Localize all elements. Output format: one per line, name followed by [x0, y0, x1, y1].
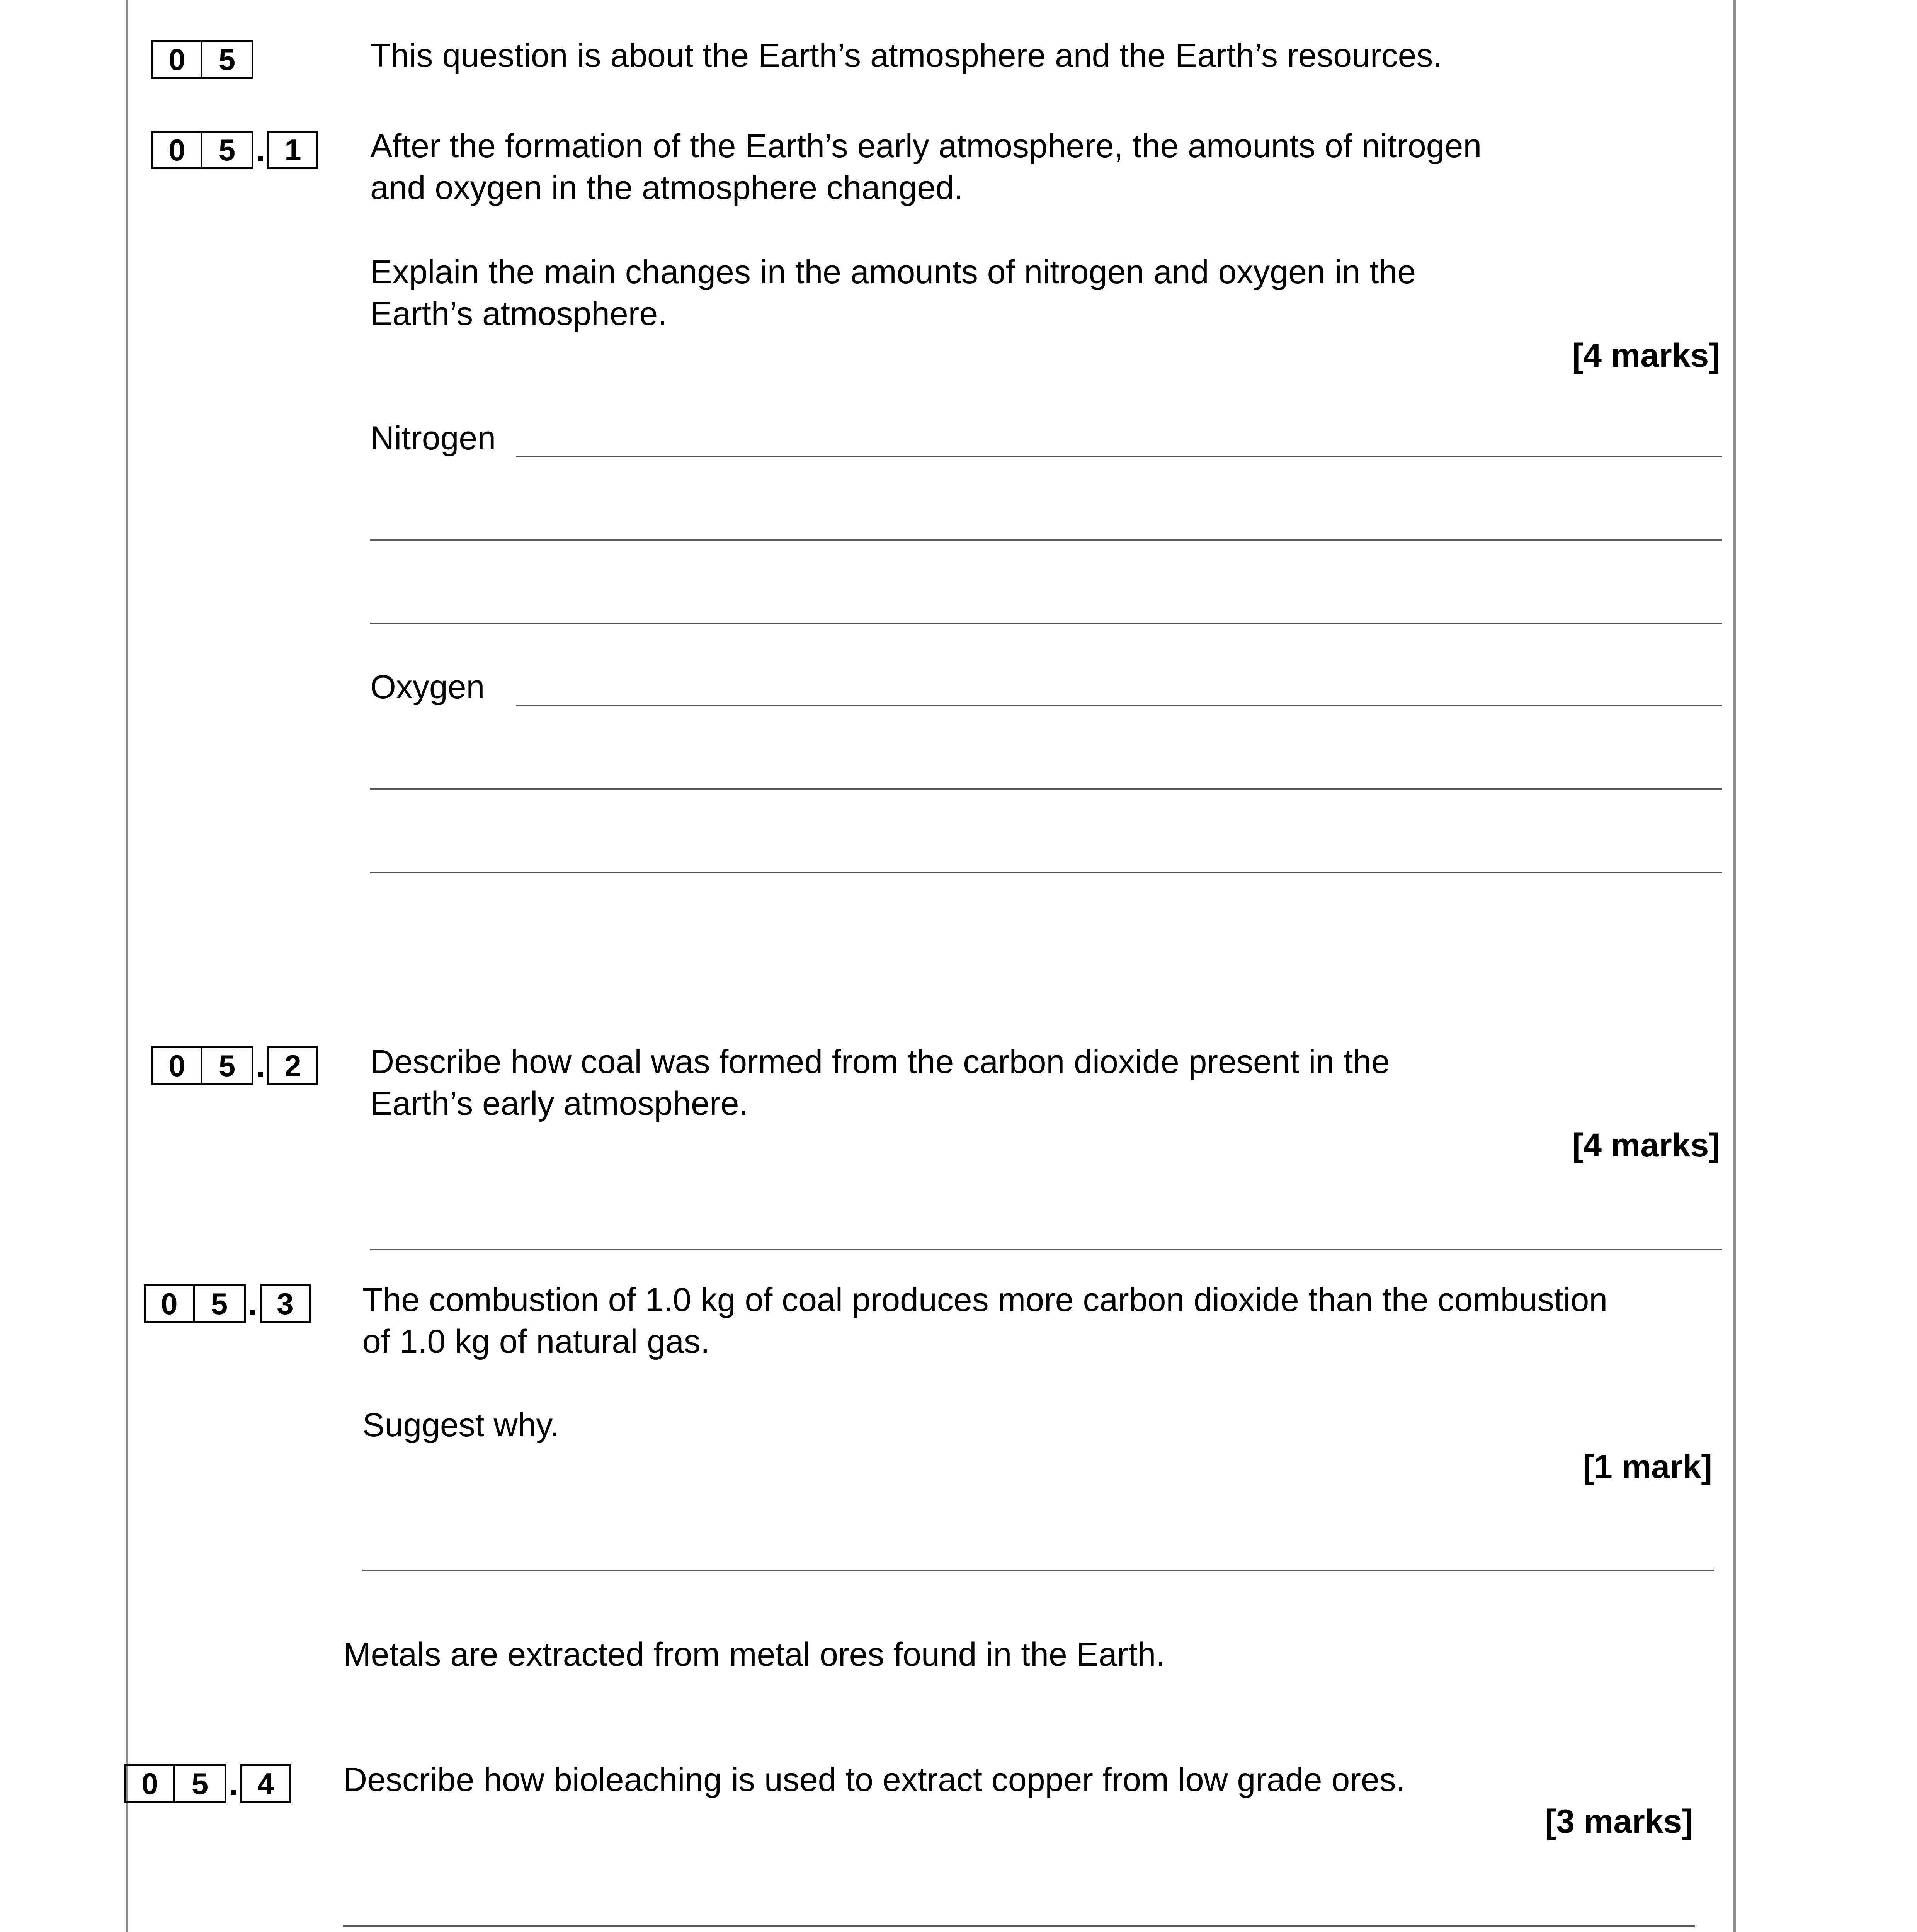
qnum-digit: 5	[202, 40, 253, 79]
qnum-dot: .	[248, 1285, 257, 1322]
qnum-digit: 3	[260, 1284, 311, 1323]
qnum-dot: .	[256, 131, 265, 168]
q05-intro: This question is about the Earth’s atmosphere and the Earth’s resources.	[370, 37, 1442, 74]
qnum-digit: 0	[124, 1764, 175, 1803]
answer-line[interactable]	[370, 1249, 1722, 1250]
q051-text2: and oxygen in the atmosphere changed.	[370, 169, 963, 206]
answer-line[interactable]	[516, 705, 1722, 706]
qnum-digit: 0	[151, 1046, 202, 1085]
q053-text1: The combustion of 1.0 kg of coal produces more carbon dioxide than the combustion	[362, 1281, 1608, 1318]
left-margin-line	[126, 0, 128, 1932]
qnum-digit: 5	[202, 131, 253, 169]
question-number-05-3	[144, 1281, 311, 1323]
q053-marks: [1 mark]	[1583, 1448, 1712, 1485]
qnum-dot: .	[229, 1765, 238, 1802]
qnum-digit: 1	[267, 131, 318, 169]
q052-text2: Earth’s early atmosphere.	[370, 1085, 748, 1122]
qnum-dot: .	[256, 1047, 265, 1084]
q052-text1: Describe how coal was formed from the carbon dioxide present in the	[370, 1043, 1390, 1080]
qnum-digit: 5	[175, 1764, 226, 1803]
question-number-05	[151, 37, 253, 79]
qnum-digit: 0	[151, 131, 202, 169]
answer-line[interactable]	[370, 539, 1722, 541]
qnum-digit: 2	[267, 1046, 318, 1085]
q051-text1: After the formation of the Earth’s early atmosphere, the amounts of nitrogen	[370, 128, 1482, 165]
nitrogen-label: Nitrogen	[370, 420, 496, 457]
question-number-05-2	[151, 1043, 318, 1085]
right-margin-line	[1733, 0, 1736, 1932]
q051-text3: Explain the main changes in the amounts of nitrogen and oxygen in the	[370, 253, 1416, 291]
answer-line[interactable]	[370, 623, 1722, 624]
qnum-digit: 0	[144, 1284, 195, 1323]
q054-text1: Describe how bioleaching is used to extract copper from low grade ores.	[343, 1761, 1405, 1798]
qnum-digit: 4	[240, 1764, 291, 1803]
answer-line[interactable]	[370, 788, 1722, 790]
answer-line[interactable]	[370, 872, 1722, 873]
answer-line[interactable]	[516, 456, 1722, 457]
q054-marks: [3 marks]	[1545, 1803, 1693, 1840]
q051-text4: Earth’s atmosphere.	[370, 295, 667, 332]
q052-marks: [4 marks]	[1572, 1127, 1720, 1164]
answer-line[interactable]	[362, 1570, 1714, 1571]
q051-marks: [4 marks]	[1572, 337, 1720, 374]
qnum-digit: 5	[202, 1046, 253, 1085]
question-number-05-4	[124, 1761, 291, 1803]
metals-intro: Metals are extracted from metal ores found in the Earth.	[343, 1636, 1165, 1673]
q053-text3: Suggest why.	[362, 1406, 560, 1444]
q053-text2: of 1.0 kg of natural gas.	[362, 1323, 710, 1360]
question-number-05-1	[151, 128, 318, 169]
oxygen-label: Oxygen	[370, 668, 485, 706]
answer-line[interactable]	[343, 1925, 1695, 1927]
qnum-digit: 5	[195, 1284, 246, 1323]
qnum-digit: 0	[151, 40, 202, 79]
